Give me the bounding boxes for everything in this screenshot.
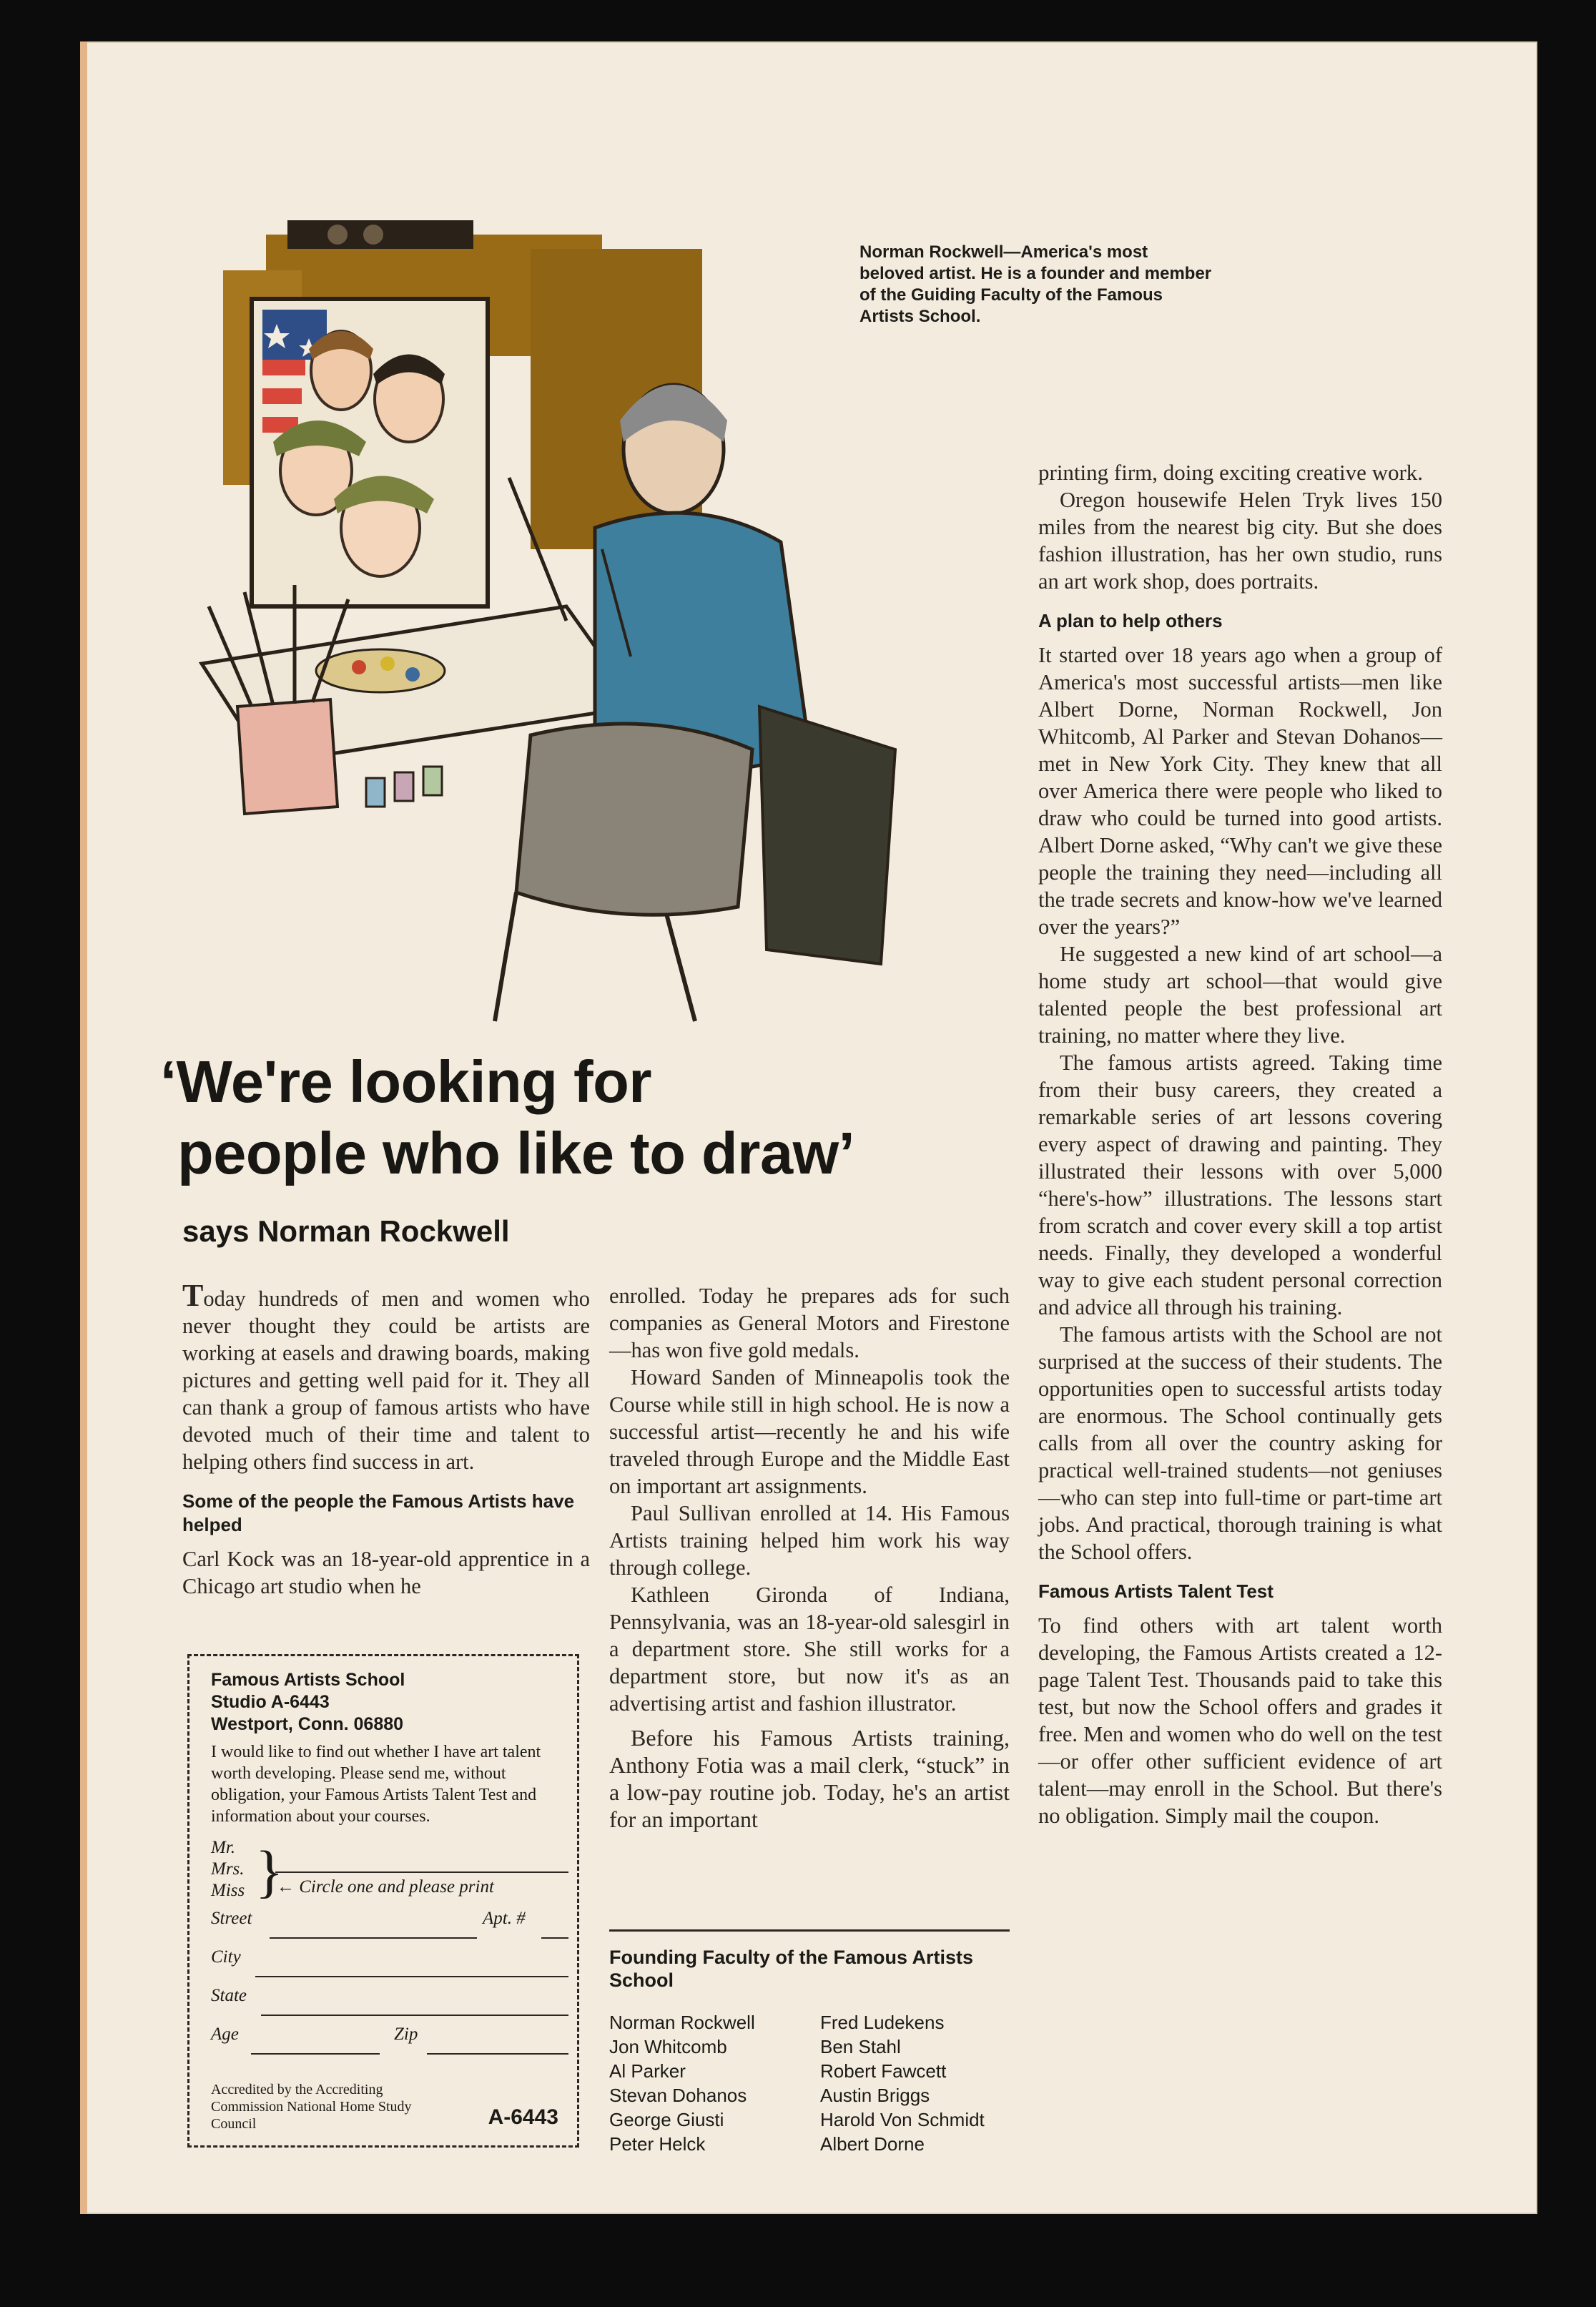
- faculty-name: Robert Fawcett: [820, 2060, 947, 2082]
- faculty-name: Harold Von Schmidt: [820, 2109, 985, 2130]
- state-field[interactable]: [211, 1986, 561, 2025]
- faculty-column-left: [609, 2010, 820, 2156]
- name-field-line[interactable]: [275, 1871, 568, 1873]
- article-paragraph: Carl Kock was an 18-year-old apprentice in a Chicago art studio when he: [182, 1547, 590, 1598]
- circle-instruction: ← Circle one and please print: [277, 1877, 494, 1897]
- article-paragraph: Today hundreds of men and women who never thought they could be artists are working at easels and drawing boards, making pictures and getting well paid for it. They all can thank a group of famous artists who have devoted much of their time and talent to helping others find success in art.: [182, 1278, 590, 1474]
- artist-chair: [759, 707, 895, 964]
- article-column-1: [182, 1278, 590, 1600]
- rockwell-trousers: [516, 724, 752, 915]
- article-paragraph: The famous artists with the School are not surprised at the success of their students. The opportunities open to successful artists today are enormous. The School continually gets calls from all over the country asking for practical well-trained students—not geniuses—who can step into full-time or part-time art jobs. And practical, thorough training is what the School offers.: [1038, 1322, 1442, 1564]
- section-heading: Famous Artists Talent Test: [1038, 1580, 1274, 1602]
- street-label: Street: [211, 1909, 252, 1928]
- faculty-heading: Founding Faculty of the Famous Artists School: [609, 1947, 974, 1991]
- title-option-miss[interactable]: Miss: [211, 1881, 245, 1900]
- article-paragraph: Before his Famous Artists training, Anthony Fotia was a mail clerk, “stuck” in a low-pay routine job. Today, he's an artist for an important: [609, 1725, 1010, 1832]
- coupon-address-line-1: Famous Artists School: [211, 1670, 405, 1690]
- title-option-mr[interactable]: Mr.: [211, 1838, 236, 1857]
- headline-line-2: people who like to draw’: [177, 1120, 855, 1186]
- article-paragraph: Oregon housewife Helen Tryk lives 150 miles from the nearest big city. But she does fashion illustration, has her own studio, runs an art work shop, does portraits.: [1038, 488, 1442, 594]
- zip-label: Zip: [394, 2025, 418, 2044]
- apt-label: Apt. #: [483, 1909, 526, 1928]
- age-line[interactable]: [251, 2053, 380, 2055]
- caption-text: —America's most beloved artist. He is a founder and member of the Guiding Faculty of the Famous Artists School.: [859, 242, 1212, 326]
- paint-dab: [405, 667, 420, 682]
- brace-icon: }: [255, 1839, 284, 1904]
- article-paragraph: He suggested a new kind of art school—a home study art school—that would give talented people the best professional art training, no matter where they live.: [1038, 942, 1442, 1048]
- article-column-3: [1038, 459, 1442, 1829]
- paint-dab: [380, 656, 395, 671]
- article-paragraph: To find others with art talent worth developing, the Famous Artists created a 12-page Talent Test. Thousands paid to take this test, but now the School offers and grades it free. Men and women who do well on the test—or offer other sufficient evidence of art talent—may enroll in the School. But there's no obligation. Simply mail the coupon.: [1038, 1613, 1442, 1828]
- headline: [160, 1046, 1018, 1189]
- mail-coupon[interactable]: [187, 1654, 579, 2148]
- caption-name: Norman Rockwell: [859, 242, 1004, 262]
- faculty-name: Albert Dorne: [820, 2133, 925, 2155]
- article-paragraph: Paul Sullivan enrolled at 14. His Famous Artists training helped him work his way through college.: [609, 1501, 1010, 1580]
- paint-palette: [316, 649, 445, 692]
- zip-line[interactable]: [427, 2053, 568, 2055]
- article-paragraph: Howard Sanden of Minneapolis took the Course while still in high school. He is now a successful artist—recently he and his wife traveled through Europe and the Middle East on important art assignments.: [609, 1365, 1010, 1498]
- coupon-address-line-3: Westport, Conn. 06880: [211, 1714, 404, 1734]
- article-paragraph: Kathleen Gironda of Indiana, Pennsylvania, was an 18-year-old salesgirl in a department store. She still works for a department store, but now it's as an advertising artist and fashion illustrator.: [609, 1583, 1010, 1716]
- paint-jar: [423, 767, 442, 795]
- faculty-name: Ben Stahl: [820, 2036, 901, 2057]
- magazine-back-cover: [80, 41, 1537, 2214]
- faculty-name: Jon Whitcomb: [609, 2036, 727, 2057]
- faculty-name: Peter Helck: [609, 2133, 706, 2155]
- street-line[interactable]: [270, 1937, 477, 1939]
- divider: [609, 1929, 1010, 1932]
- faculty-name: Norman Rockwell: [609, 2012, 755, 2033]
- state-line[interactable]: [261, 2015, 568, 2016]
- paint-jar: [395, 772, 413, 801]
- radio-knob: [327, 225, 348, 245]
- flag-stripe: [262, 360, 305, 375]
- cover-spine-edge: [80, 41, 87, 2214]
- article-paragraph: It started over 18 years ago when a group of America's most successful artists—men like Albert Dorne, Norman Rockwell, Jon Whitcomb, Al Parker and Stevan Dohanos—met in New York City. They knew that all over America there were people who liked to draw who could be turned into good artists. Albert Dorne asked, “Why can't we give these people the training they need—including all the trade secrets and know-how we've learned over the years?”: [1038, 643, 1442, 939]
- paint-dab: [352, 660, 366, 674]
- radio-knob: [363, 225, 383, 245]
- chair-leg: [495, 892, 516, 1021]
- faculty-column-right: [820, 2010, 1031, 2156]
- paint-jar: [366, 778, 385, 807]
- apt-line[interactable]: [541, 1937, 568, 1939]
- illustration-caption: [859, 242, 1217, 328]
- article-column-2: [609, 1282, 1010, 1833]
- accreditation-note: Accredited by the Accrediting Commission National Home Study Council: [211, 2082, 412, 2132]
- section-heading: Some of the people the Famous Artists have helped: [182, 1490, 575, 1535]
- coupon-address-line-2: Studio A-6443: [211, 1692, 330, 1712]
- age-label: Age: [211, 2025, 239, 2044]
- brush-jar: [237, 699, 338, 814]
- street-field[interactable]: [211, 1909, 561, 1947]
- flag-stripe: [262, 388, 302, 404]
- article-paragraph: The famous artists agreed. Taking time from their busy careers, they created a remarkable series of art lessons covering every aspect of drawing and painting. They illustrated their lessons with over 5,000 “here's-how” illustrations. The lessons start from scratch and cover every skill a top artist needs. Finally, they developed a wonderful way to give each student personal correction and advice all through his training.: [1038, 1051, 1442, 1319]
- faculty-name: Fred Ludekens: [820, 2012, 945, 2033]
- title-option-mrs[interactable]: Mrs.: [211, 1859, 245, 1879]
- coupon-title-choice[interactable]: [211, 1837, 561, 1909]
- city-label: City: [211, 1947, 241, 1967]
- age-zip-field[interactable]: [211, 2025, 561, 2063]
- city-line[interactable]: [255, 1976, 568, 1977]
- chair-leg: [666, 914, 695, 1021]
- faculty-name: Al Parker: [609, 2060, 686, 2082]
- article-paragraph: printing firm, doing exciting creative work.: [1038, 460, 1424, 485]
- faculty-names: [609, 2010, 1010, 2156]
- faculty-name: Stevan Dohanos: [609, 2085, 747, 2106]
- city-field[interactable]: [211, 1947, 561, 1986]
- subhead: says Norman Rockwell: [182, 1214, 510, 1248]
- faculty-name: George Giusti: [609, 2109, 724, 2130]
- article-paragraph: enrolled. Today he prepares ads for such companies as General Motors and Firestone—has won five gold medals.: [609, 1284, 1010, 1362]
- headline-line-1: ‘We're looking for: [160, 1048, 652, 1115]
- coupon-code: A-6443: [488, 2105, 558, 2129]
- norman-rockwell-illustration: [194, 206, 1053, 1036]
- founding-faculty-box: [609, 1929, 1010, 2156]
- faculty-name: Austin Briggs: [820, 2085, 930, 2106]
- state-label: State: [211, 1986, 247, 2005]
- coupon-request-text: I would like to find out whether I have art talent worth developing. Please send me, without obligation, your Famous Artists Talent Test and information about your courses.: [211, 1743, 541, 1826]
- section-heading: A plan to help others: [1038, 610, 1223, 631]
